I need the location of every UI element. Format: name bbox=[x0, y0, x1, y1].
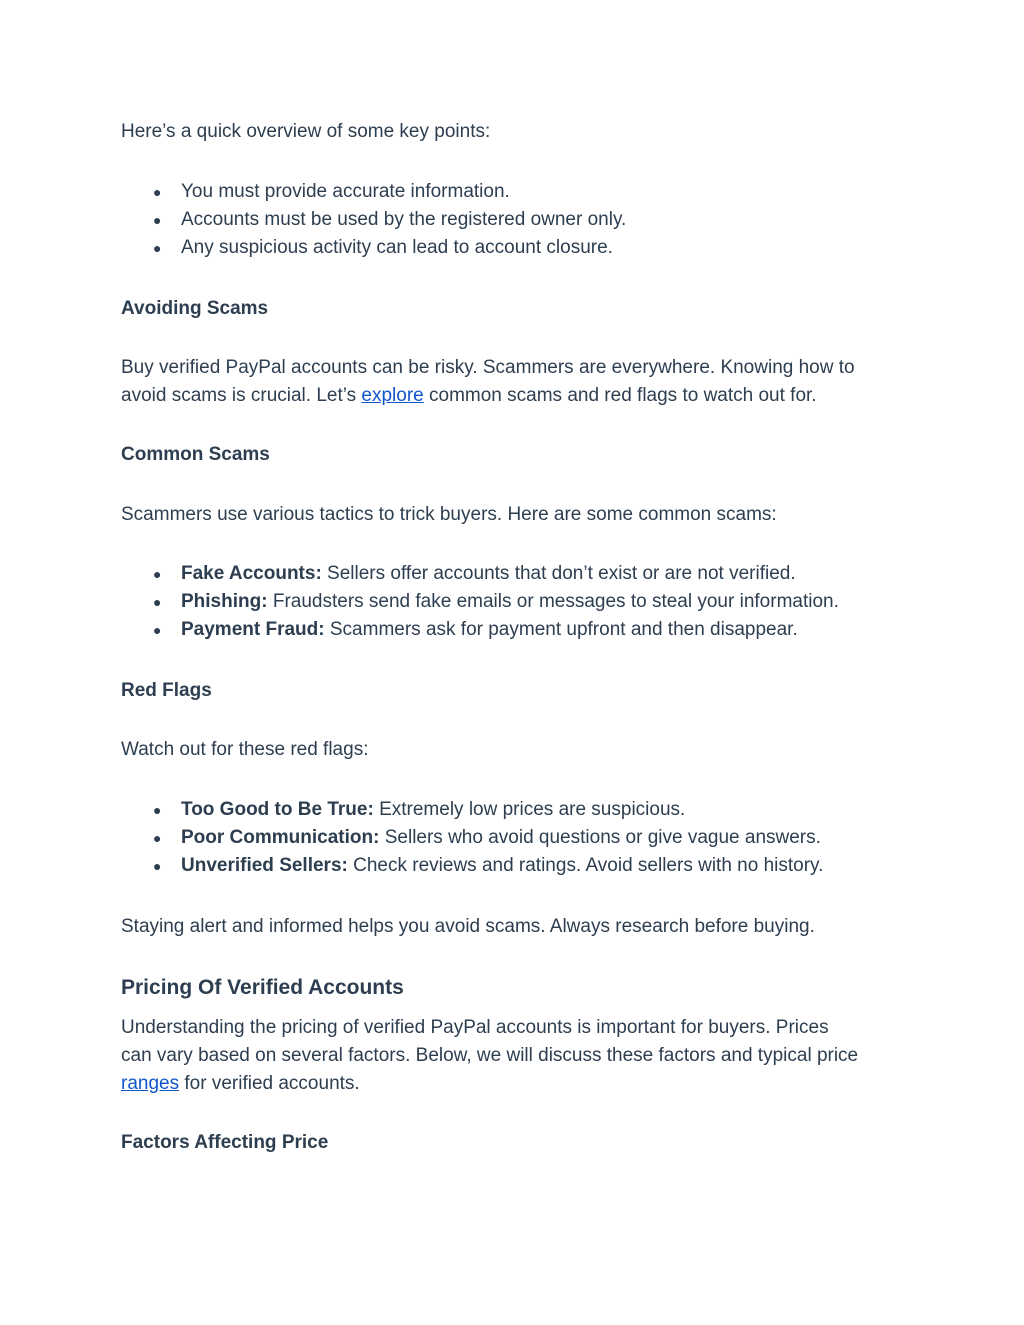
list-item: ● Payment Fraud: Scammers ask for payment upfront and then disappear. bbox=[121, 616, 911, 644]
overview-list bbox=[121, 178, 911, 262]
red-flags-list bbox=[121, 796, 911, 880]
common-scams-intro: Scammers use various tactics to trick buyers. Here are some common scams: bbox=[121, 504, 777, 525]
list-item: ● Poor Communication: Sellers who avoid questions or give vague answers. bbox=[121, 824, 911, 852]
bullet-icon: ● bbox=[153, 566, 162, 582]
list-item: ● Any suspicious activity can lead to account closure. bbox=[121, 234, 911, 262]
bullet-icon: ● bbox=[153, 212, 162, 228]
red-flags-heading: Red Flags bbox=[121, 680, 212, 701]
list-item: ● Phishing: Fraudsters send fake emails or messages to steal your information. bbox=[121, 588, 911, 616]
factors-heading: Factors Affecting Price bbox=[121, 1132, 329, 1153]
red-flags-intro: Watch out for these red flags: bbox=[121, 739, 369, 760]
common-scams-heading: Common Scams bbox=[121, 444, 270, 465]
ranges-link[interactable]: ranges bbox=[121, 1073, 180, 1094]
avoiding-scams-paragraph: Buy verified PayPal accounts can be risky. Scammers are everywhere. Knowing how to avoid scams is crucial. Let’s explore common scams and red flags to watch out for. bbox=[121, 357, 855, 406]
avoiding-scams-heading: Avoiding Scams bbox=[121, 298, 269, 319]
bullet-icon: ● bbox=[153, 858, 162, 874]
bullet-icon: ● bbox=[153, 830, 162, 846]
list-item: ● Accounts must be used by the registered owner only. bbox=[121, 206, 911, 234]
bullet-icon: ● bbox=[153, 802, 162, 818]
list-item: ● You must provide accurate information. bbox=[121, 178, 911, 206]
bullet-icon: ● bbox=[153, 594, 162, 610]
list-item: ● Unverified Sellers: Check reviews and ratings. Avoid sellers with no history. bbox=[121, 852, 911, 880]
bullet-icon: ● bbox=[153, 184, 162, 200]
pricing-heading: Pricing Of Verified Accounts bbox=[121, 976, 404, 999]
common-scams-list bbox=[121, 560, 911, 644]
pricing-paragraph: Understanding the pricing of verified PayPal accounts is important for buyers. Prices can vary based on several factors. Below, we will discuss these factors and typical price ranges for verified accounts. bbox=[121, 1017, 859, 1094]
list-item: ● Too Good to Be True: Extremely low prices are suspicious. bbox=[121, 796, 911, 824]
overview-intro: Here’s a quick overview of some key points: bbox=[121, 121, 491, 142]
bullet-icon: ● bbox=[153, 240, 162, 256]
bullet-icon: ● bbox=[153, 622, 162, 638]
list-item: ● Fake Accounts: Sellers offer accounts that don’t exist or are not verified. bbox=[121, 560, 911, 588]
explore-link[interactable]: explore bbox=[361, 385, 424, 406]
red-flags-closing: Staying alert and informed helps you avoid scams. Always research before buying. bbox=[121, 916, 815, 937]
